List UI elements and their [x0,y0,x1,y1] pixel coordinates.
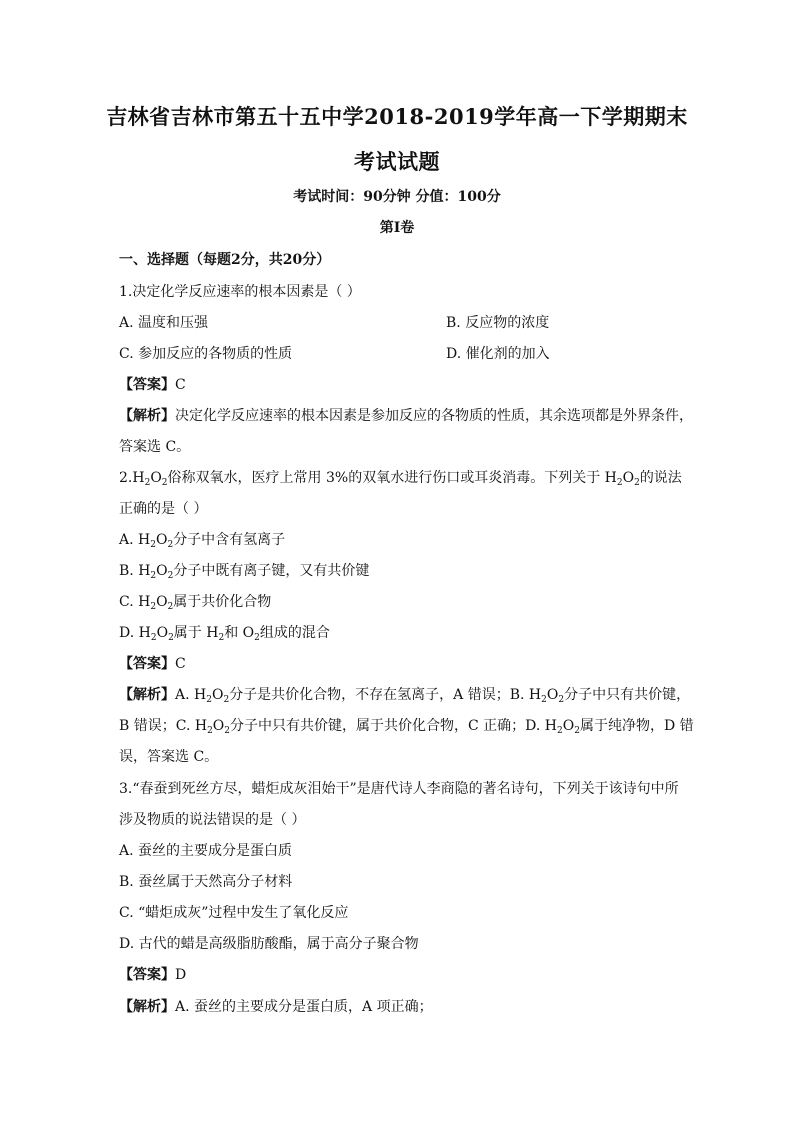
q1-option-c: C. 参加反应的各物质的性质 [119,346,293,362]
answer-tag: 【答案】 [119,967,175,983]
q1-option-a: A. 温度和压强 [119,315,209,331]
answer-value: C [175,656,186,672]
q3-stem-line1: 3.“春蚕到死丝方尽，蜡炬成灰泪始干”是唐代诗人李商隐的著名诗句，下列关于该诗句中所 [119,781,679,797]
q3-option-a: A. 蚕丝的主要成分是蛋白质 [119,843,293,859]
q2-stem-line2: 正确的是（ ） [119,501,208,517]
analysis-text: 决定化学反应速率的根本因素是参加反应的各物质的性质，其余选项都是外界条件， [175,408,693,424]
q3-option-c: C. “蜡炬成灰”过程中发生了氧化反应 [119,905,349,921]
answer-tag: 【答案】 [119,656,175,672]
q1-option-b: B. 反应物的浓度 [446,315,550,331]
q1-stem: 1.决定化学反应速率的根本因素是（ ） [119,284,361,300]
answer-value: D [175,967,187,983]
q2-option-b: B. $H_2O_2$分子中既有离子键，又有共价键 [119,563,370,581]
q1-answer [119,374,186,394]
q3-stem-line2: 涉及物质的说法错误的是（ ） [119,812,306,828]
q2-option-c: C. $H_2O_2$属于共价化合物 [119,594,272,612]
section-heading: 一、选择题（每题2分，共20分） [119,252,331,268]
q2-option-a: A. $H_2O_2$分子中含有氢离子 [119,532,286,550]
q2-answer [119,653,186,673]
q3-option-b: B. 蚕丝属于天然高分子材料 [119,874,293,890]
q1-analysis-line2: 答案选 C。 [119,439,191,455]
answer-tag: 【答案】 [119,377,175,393]
analysis-tag: 【解析】 [119,687,175,703]
q2-option-d: D. $H_2O_2$属于 $H_2$和 $O_2$组成的混合 [119,625,330,643]
document-title-line2: 考试试题 [354,149,440,174]
q3-analysis-line1 [119,996,433,1016]
q1-option-d: D. 催化剂的加入 [446,346,550,362]
q2-analysis-line3: 误，答案选 C。 [119,749,219,765]
analysis-tag: 【解析】 [119,999,175,1015]
q2-analysis-line1: 【解析】A. $H_2O_2$分子是共价化合物，不存在氢离子，A 错误；B. $H_2O_2$分子中只有共价键， [119,687,691,705]
answer-value: C [175,377,186,393]
q1-analysis-line1 [119,405,693,425]
analysis-tag: 【解析】 [119,408,175,424]
q2-analysis-line2: B 错误；C. $H_2O_2$分子中只有共价键，属于共价化合物，C 正确；D. $H_2O_2$属于纯净物，D 错 [119,718,694,736]
q3-option-d: D. 古代的蜡是高级脂肪酸酯，属于高分子聚合物 [119,936,419,952]
document-title-line1: 吉林省吉林市第五十五中学2018-2019学年高一下学期期末 [106,104,688,129]
q3-answer [119,964,186,984]
q2-stem-line1: $2.H_2O_2$俗称双氧水，医疗上常用 3%的双氧水进行伤口或耳炎消毒。下列关于 $H_2O_2$的说法 [119,470,682,488]
analysis-text: A. 蚕丝的主要成分是蛋白质，A 项正确； [175,999,433,1015]
volume-label: 第I卷 [379,220,415,236]
exam-info: 考试时间：90分钟 分值：100分 [293,189,501,205]
